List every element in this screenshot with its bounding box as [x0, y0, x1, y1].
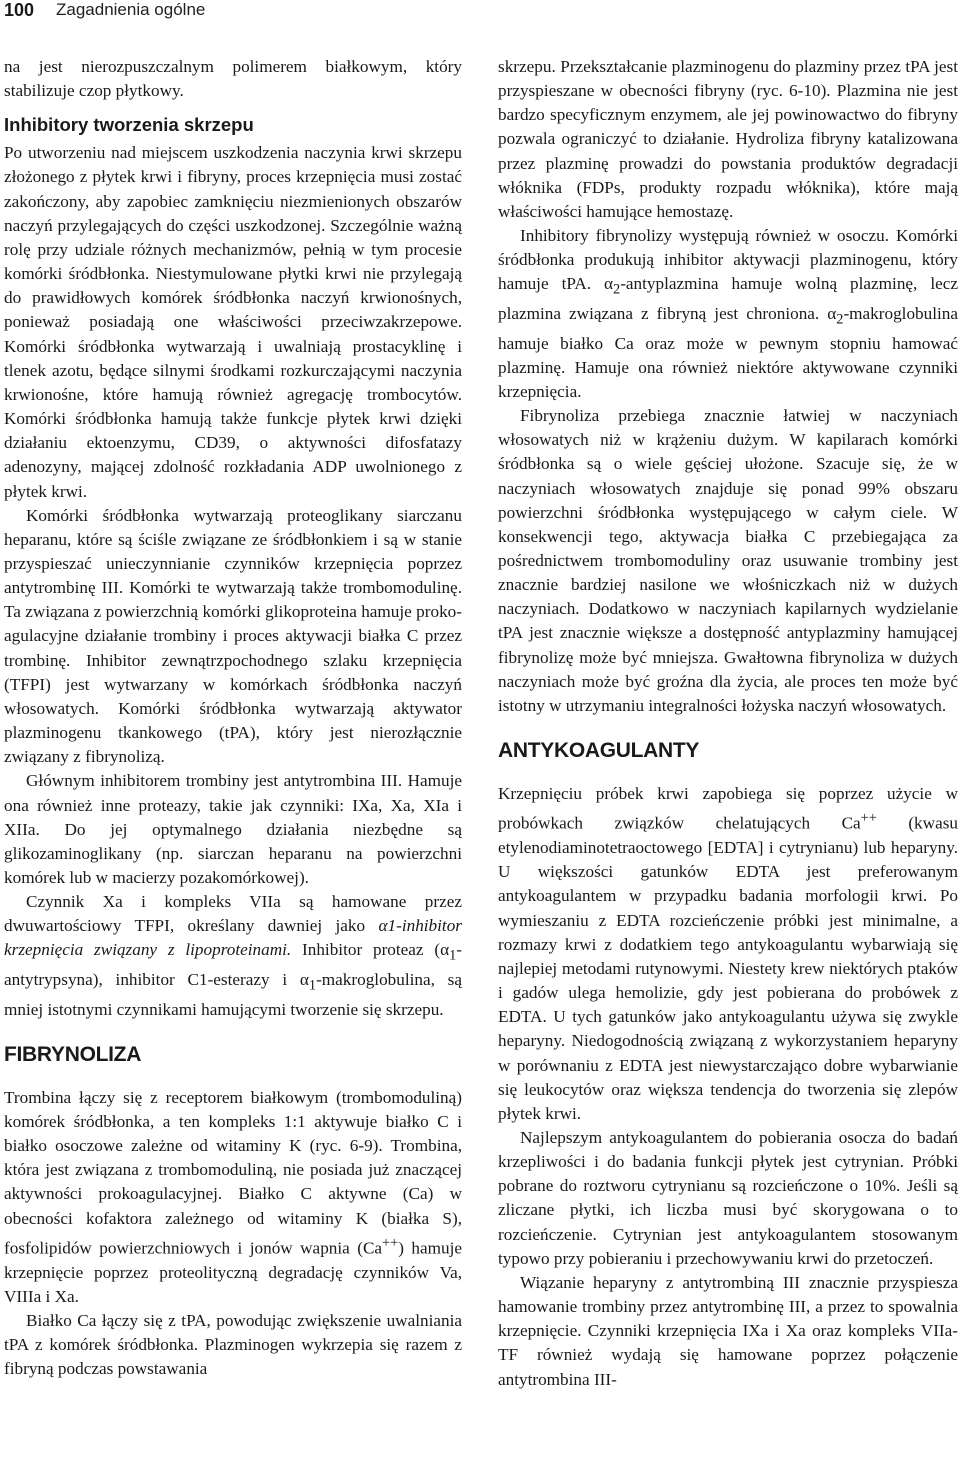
paragraph-fibrynoliza-4: Inhibitory fibrynolizy występują również w osoczu. Komórki śródbłonka produkują inhibitor aktywacji plazminogenu, który hamuje tPA. $\alpha_2$-antyplazmina hamuje wolną plazminę, lecz plazmina związana z fibryną jest chroniona. $\alpha_2$-makroglobulina hamuje białko Ca oraz może w pewnym stopniu hamować plazminę. Hamuje ona również niektóre aktywowane czynniki krzepnięcia. — [498, 226, 958, 401]
paragraph-antykoagulanty-1: Krzepnięciu próbek krwi zapobiega się poprzez użycie w probówkach związków chelatujących Ca++ (kwasu etylenodiaminotetraoctowego [EDTA] i cytrynianu) lub heparyny. U większości gatunków EDTA jest preferowanym antykoagulantem w przypadku badania morfologii krwi. Po wymieszaniu z EDTA rozcieńczenie próbki jest minimalne, a rozmazy krwi z dodatkiem tego antykoagulantu wybarwiają się najlepiej metodami rutynowymi. Niestety krew niektórych ptaków i gadów ulega hemolizie, gdy jest pobierana do probówek z EDTA. U tych gatunków jako antykoagulantu używa się zwykle heparyny. Niedogodnością związaną z wykorzystaniem heparyny w porównaniu z EDTA jest niewystarczająco dobre wybarwianie się leukocytów oraz większa tendencja do tworzenia się zlepów płytek krwi. — [498, 784, 958, 1123]
page-header — [0, 0, 960, 22]
paragraph-inhibitory-4: Czynnik Xa i kompleks VIIa są hamowane przez dwuwartościowy TFPI, określany dawniej jako α1-inhibitor krzepnięcia związany z lipoproteinami. Inhibitor proteaz $(\alpha_1-antytrypsyna)$, inhibitor C1-esterazy i $\alpha_1$-makroglobulina, są mniej istotnymi czynnikami hamującymi tworzenie się skrzepu. — [4, 892, 462, 1019]
paragraph-fibrynoliza-5: Fibrynoliza przebiega znacznie łatwiej w naczyniach włosowatych niż w krążeniu dużym. W kapilarach komórki śródbłonka są o wiele gęściej ułożone. Szacuje się, że w naczyniach włosowatych znajduje się ponad 99% obszaru powierzchni śródbłonka występującego w całym ciele. W konsekwencji tego, aktywacja białka C przebiegająca za pośrednictwem trombomoduliny oraz usuwanie trombiny jest znacznie bardziej nasilone we włośniczkach niż w dużych naczyniach. Dodatkowo w naczyniach kapilarnych wydzielanie tPA jest znacznie większe a dostępność antyplazminy hamującej fibrynolizę może być mniejsza. Gwałtowna fibrynoliza w dużych naczyniach może być groźna dla życia, ale proces ten może być istotny w utrzymaniu integralności łożyska naczyń włosowatych. — [498, 406, 958, 715]
paragraph-inhibitory-3: Głównym inhibitorem trombiny jest antytrombina III. Hamuje ona również inne proteazy, takie jak czynniki: IXa, Xa, XIa i XIIa. Do jej optymalnego działania niezbędne są glikozaminoglikany (np. siarczan heparanu na powierzchni komórek lub w macierzy pozakomórkowej). — [4, 771, 462, 887]
page-number: 100 — [4, 0, 35, 20]
paragraph-antykoagulanty-3: Wiązanie heparyny z antytrombiną III znacznie przyspiesza hamowanie trombiny przez antytrombinę III, a przez to spowalnia krzepnięcie. Czynniki krzepnięcia IXa i Xa oraz kompleks VIIa-TF również wydają się hamowane poprzez połączenie antytrombina III- — [498, 1272, 958, 1389]
paragraph-fibrynoliza-1: Trombina łączy się z receptorem białkowym (trombomoduliną) komórek śródbłonka, a ten kompleks 1:1 aktywuje białko C i białko osoczowe zależne od witaminy K (ryc. 6-9). Trombina, która jest związana z trombomoduliną, nie posiada już znaczącej aktywności prokoagulacyjnej. Białko C aktywne (Ca) w obecności kofaktora zależnego od witaminy K (białka S), fosfolipidów powierzchniowych i jonów wapnia (Ca++) hamuje krzepnięcie poprzez proteolityczną degradację czynników Va, VIIIa i Xa. — [4, 1087, 462, 1306]
paragraph-inhibitory-2: Komórki śródbłonka wytwarzają proteoglikany siarczanu heparanu, które są ściśle związane ze śródbłonkiem i są w stanie przyspieszać unieczynnianie czynników krzepnięcia poprzez antytrombinę III. Komórki te wytwarzają także trombomodulinę. Ta związana z powierzchnią komórki glikoproteina hamuje prokoagulacyjne działanie trombiny i proces aktywacji białka C przez trombinę. Inhibitor zewnątrzpochodnego szlaku krzepnięcia (TFPI) jest wytwarzany w komórkach śródbłonka naczyń włosowatych. Komórki śródbłonka wytwarzają aktywator plazminogenu tkankowego (tPA), który jest nierozłącznie związany z fibrynolizą. — [4, 505, 462, 767]
left-column — [4, 55, 462, 1381]
running-title: Zagadnienia ogólne — [56, 0, 206, 19]
paragraph-fibrynoliza-3: skrzepu. Przekształcanie plazminogenu do plazminy przez tPA jest przyspieszane w obecności fibryny (ryc. 6-10). Plazmina nie jest bardzo specyficznym enzymem, ale jej powinowactwo do fibryny pozwala ograniczyć to działanie. Hydroliza fibryny katalizowana przez plazminę prowadzi do powstania produktów degradacji włóknika (FDPs, produkty rozpadu włóknika), które mają właściwości hamujące hemostazę. — [498, 57, 958, 221]
paragraph-fibrynoliza-2: Białko Ca łączy się z tPA, powodując zwiększenie uwalniania tPA z komórek śródbłonka. Plazminogen wykrzepia się razem z fibryną podczas powstawania — [4, 1310, 462, 1379]
right-column — [498, 55, 958, 1392]
section-heading-antykoagulanty: ANTYKOAGULANTY — [498, 739, 700, 763]
section-heading-fibrynoliza: FIBRYNOLIZA — [4, 1042, 142, 1066]
paragraph-antykoagulanty-2: Najlepszym antykoagulantem do pobierania osocza do badań krzepliwości i do badania funkcji płytek jest cytrynian. Próbki pobrane do roztworu cytrynianu są rozcieńczone o 10%. Jeśli są zliczane płytki, ich liczba musi być skorygowana o to rozcieńczenie. Cytrynian jest antykoagulantem stosowanym typowo przy pobieraniu i przechowywaniu krwi do przetoczeń. — [498, 1128, 958, 1268]
paragraph-inhibitory-1: Po utworzeniu nad miejscem uszkodzenia naczynia krwi skrzepu złożonego z płytek krwi i fibryny, proces krzepnięcia musi zostać zakończony, aby zapobiec zamknięciu niezmienionych obszarów naczyń przylegających do części uszkodzonej. Szczególnie ważną rolę przy udziale różnych mechanizmów, pełnią w tym procesie komórki śródbłonka. Niestymulowane płytki krwi nie przylegają do prawidłowych komórek śródbłonka naczyń krwionośnych, ponieważ posiadają one właściwości przeciwzakrzepowe. Komórki śródbłonka wytwarzają i uwalniają prostacyklinę i tlenek azotu, będące silnymi środkami rozkurczającymi naczynia krwionośne, które hamują również agregację trombocytów. Komórki śródbłonka hamują także funkcje płytek krwi dzięki działaniu ektoenzymu, CD39, o aktywności difosfatazy adenozyny, mającej zdolność rozkładania ADP uwolnionego z płytek krwi. — [4, 143, 462, 501]
intro-paragraph: na jest nierozpuszczalnym polimerem białkowym, który stabilizuje czop płytkowy. — [4, 57, 462, 101]
section-heading-inhibitory: Inhibitory tworzenia skrzepu — [4, 114, 254, 136]
